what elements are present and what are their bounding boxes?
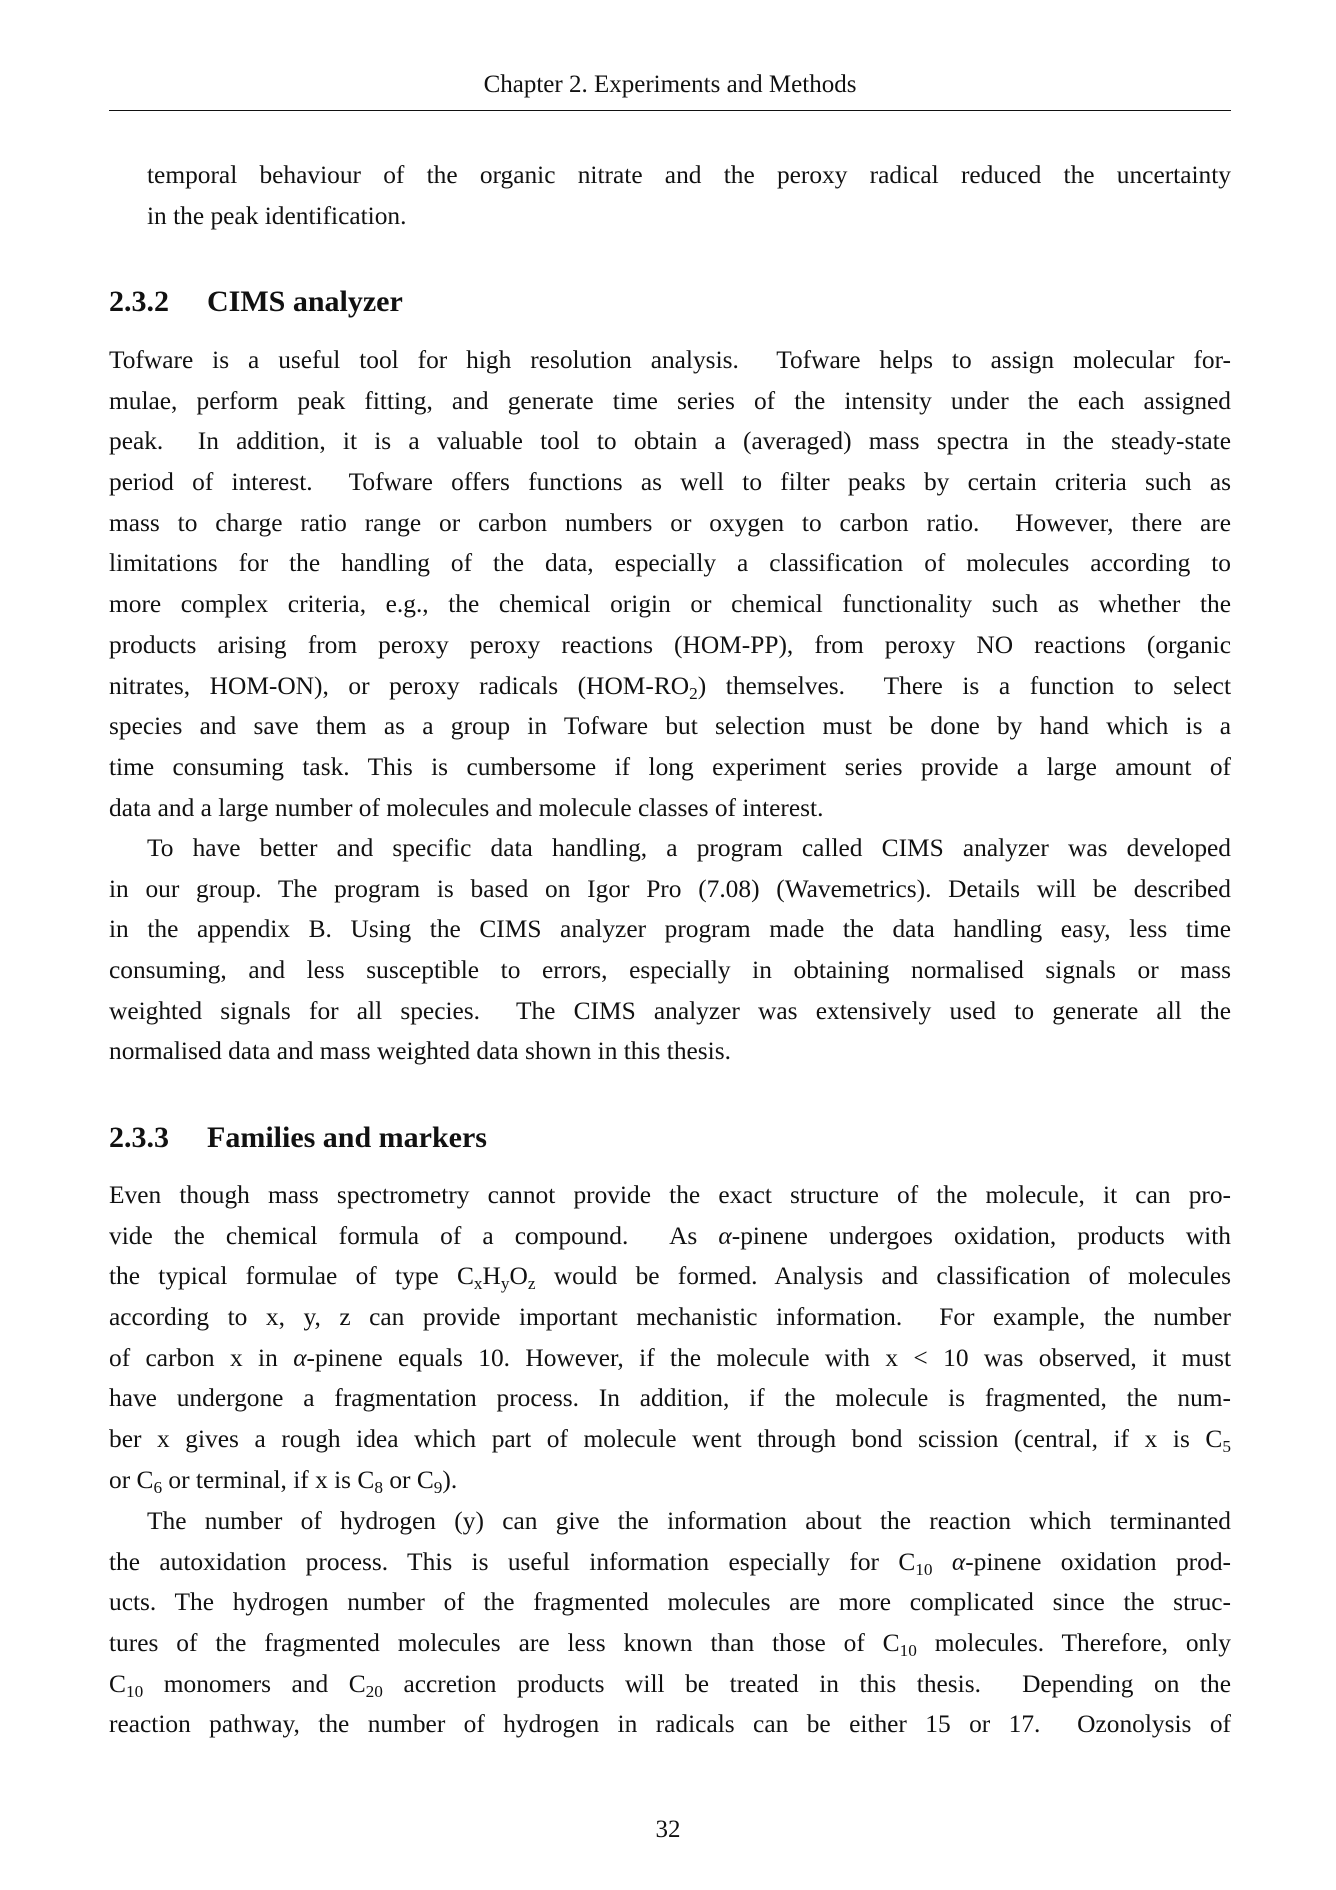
section-heading-2-3-3: [109, 1120, 487, 1156]
text-line: Even though mass spectrometry cannot provide the exact structure of the molecule, it can pro-: [109, 1181, 1231, 1209]
text-line: reaction pathway, the number of hydrogen in radicals can be either 15 or 17. Ozonolysis of: [109, 1710, 1231, 1739]
section-heading-2-3-2: [109, 284, 403, 320]
paragraph-hydrogen-number: [109, 1501, 1231, 1745]
text-line: according to x, y, z can provide important mechanistic information. For example, the number: [109, 1303, 1231, 1332]
paragraph-cims-analyzer: [109, 828, 1231, 1072]
section-title: CIMS analyzer: [207, 285, 403, 318]
text-line: mulae, perform peak fitting, and generate time series of the intensity under the each assigned: [109, 386, 1231, 415]
section-title: Families and markers: [207, 1121, 487, 1154]
text-line: limitations for the handling of the data, especially a classification of molecules according to: [109, 549, 1231, 578]
carryover-paragraph: [109, 155, 1231, 236]
text-line: time consuming task. This is cumbersome if long experiment series provide a large amount of: [109, 752, 1231, 781]
text-line: mass to charge ratio range or carbon numbers or oxygen to carbon ratio. However, there are: [109, 508, 1231, 537]
text-line: species and save them as a group in Tofware but selection must be done by hand which is a: [109, 712, 1231, 741]
paragraph-mass-spectrometry: [109, 1175, 1231, 1501]
text-line: Tofware is a useful tool for high resolution analysis. Tofware helps to assign molecular for-: [109, 346, 1231, 374]
text-line: of carbon x in α-pinene equals 10. However, if the molecule with x < 10 was observed, it must: [109, 1343, 1231, 1372]
header-rule: [109, 110, 1231, 111]
section-number: 2.3.3: [109, 1121, 169, 1154]
text-line: weighted signals for all species. The CIMS analyzer was extensively used to generate all the: [109, 996, 1231, 1025]
text-line: peak. In addition, it is a valuable tool to obtain a (averaged) mass spectra in the steady-state: [109, 427, 1231, 456]
text-line: ber x gives a rough idea which part of molecule went through bond scission (central, if x is $C_5$: [109, 1425, 1231, 1456]
text-line: in the peak identification.: [147, 201, 407, 230]
text-line: nitrates, HOM-ON), or peroxy radicals $(HOM-RO_2)$ themselves. There is a function to select: [109, 671, 1231, 703]
paragraph-tofware: [109, 340, 1231, 828]
text-line: data and a large number of molecules and molecule classes of interest.: [109, 793, 824, 822]
text-line: To have better and specific data handling, a program called CIMS analyzer was developed: [147, 834, 1231, 862]
text-line: in the appendix B. Using the CIMS analyzer program made the data handling easy, less time: [109, 915, 1231, 944]
section-number: 2.3.2: [109, 285, 169, 318]
text-line: vide the chemical formula of a compound. As α-pinene undergoes oxidation, products with: [109, 1221, 1231, 1250]
text-line: tures of the fragmented molecules are less known than those of $C_{10}$ molecules. Therefore, only: [109, 1629, 1231, 1660]
text-line: $C_{10}$ monomers and $C_{20}$ accretion products will be treated in this thesis. Depending on the: [109, 1669, 1231, 1701]
text-line: normalised data and mass weighted data shown in this thesis.: [109, 1037, 731, 1066]
page-number: 32: [655, 1816, 681, 1843]
text-line: the typical formulae of type $C_xH_yO_z$ would be formed. Analysis and classification of molecules: [109, 1262, 1231, 1294]
text-line: products arising from peroxy peroxy reactions (HOM-PP), from peroxy NO reactions (organic: [109, 630, 1231, 659]
text-line: in our group. The program is based on Igor Pro (7.08) (Wavemetrics). Details will be described: [109, 874, 1231, 903]
text-line: the autoxidation process. This is useful information especially for $C_{10}$ α-pinene oxidation prod-: [109, 1547, 1231, 1579]
text-line: period of interest. Tofware offers functions as well to filter peaks by certain criteria such as: [109, 468, 1231, 497]
text-line: more complex criteria, e.g., the chemical origin or chemical functionality such as whether the: [109, 590, 1231, 619]
text-line: consuming, and less susceptible to errors, especially in obtaining normalised signals or mass: [109, 956, 1231, 985]
text-line: temporal behaviour of the organic nitrate and the peroxy radical reduced the uncertainty: [147, 161, 1231, 189]
text-line: have undergone a fragmentation process. In addition, if the molecule is fragmented, the num-: [109, 1384, 1231, 1413]
text-line: ucts. The hydrogen number of the fragmented molecules are more complicated since the struc-: [109, 1588, 1231, 1617]
text-line: or $C_6$ or terminal, if x is $C_8$ or $C_9$).: [109, 1465, 458, 1497]
text-line: The number of hydrogen (y) can give the information about the reaction which terminanted: [147, 1507, 1231, 1535]
running-head: Chapter 2. Experiments and Methods: [483, 71, 857, 98]
